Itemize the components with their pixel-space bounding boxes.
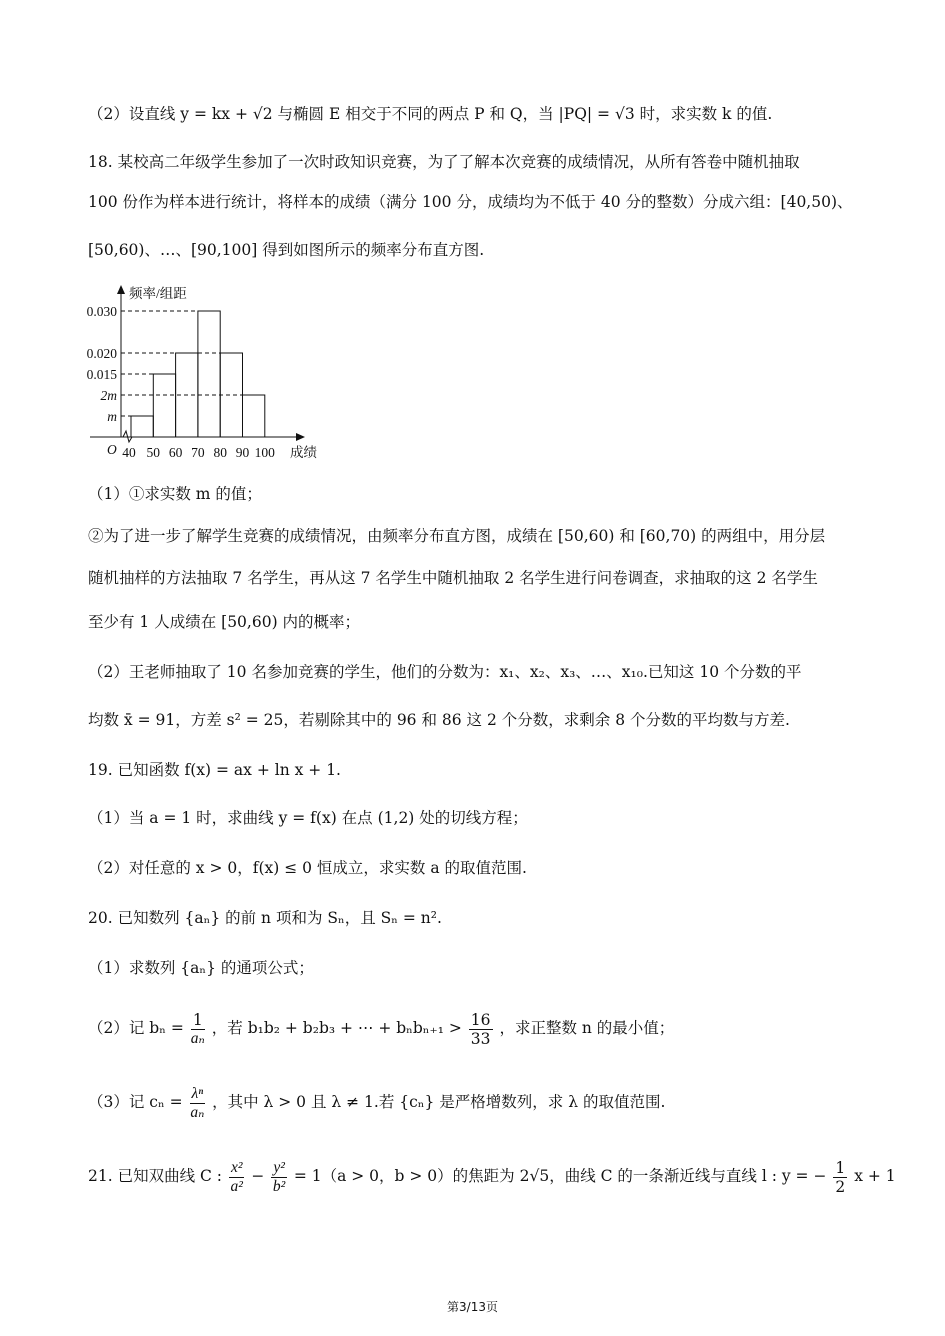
histogram-bar-4: [220, 353, 242, 437]
histogram-bar-1: [153, 374, 175, 437]
page-footer: 第3/13页: [447, 1300, 498, 1314]
x-tick-label-6: 100: [254, 445, 275, 460]
q20-part2-mid: ，若 b₁b₂ + b₂b₃ + ⋯ + bₙbₙ₊₁ >: [211, 1019, 462, 1037]
q20-part2: [88, 1008, 875, 1048]
x-tick-label-0: 40: [122, 445, 136, 460]
x-tick-label-2: 60: [168, 445, 183, 460]
q18-part1-a: （1）①求实数 m 的值；: [88, 485, 262, 503]
fraction-denominator: 2: [835, 1177, 846, 1196]
q18-intro-line1: 18. 某校高二年级学生参加了一次时政知识竞赛，为了了解本次竞赛的成绩情况，从所有答卷中随机抽取: [88, 153, 800, 171]
fraction-denominator: aₙ: [190, 1029, 205, 1047]
fraction-lambda-over-an: [190, 1085, 206, 1122]
y-tick-label-0: m: [107, 409, 117, 424]
fraction-denominator: aₙ: [190, 1103, 205, 1121]
q18-intro-line3: [50,60)、…、[90,100] 得到如图所示的频率分布直方图.: [88, 241, 485, 259]
fraction-numerator: 16: [470, 1010, 491, 1029]
q20-part3: [88, 1082, 875, 1122]
fraction-numerator: 1: [191, 1011, 205, 1030]
y-tick-label-2: 0.015: [86, 367, 117, 382]
fraction-numerator: x²: [230, 1158, 243, 1176]
fraction-y2-over-b2: [271, 1159, 287, 1196]
histogram-bar-0: [131, 416, 153, 437]
y-axis-label: 频率/组距: [129, 286, 187, 301]
q21-pre: 21. 已知双曲线 C :: [88, 1167, 223, 1185]
q18-part2-line1: （2）王老师抽取了 10 名参加竞赛的学生，他们的分数为：x₁、x₂、x₃、…、x₁₀.已知这 10 个分数的平: [88, 663, 802, 681]
histogram-bar-5: [243, 395, 265, 437]
q20-part3-pre: （3）记 cₙ =: [88, 1093, 183, 1111]
q18-part1-b-line1: ②为了进一步了解学生竞赛的成绩情况，由频率分布直方图，成绩在 [50,60) 和 [60,70) 的两组中，用分层: [88, 527, 826, 545]
q18-intro-line2: 100 份作为样本进行统计，将样本的成绩（满分 100 分，成绩均为不低于 40 分的整数）分成六组：[40,50)、: [88, 193, 853, 211]
x-axis-arrow: [296, 433, 305, 441]
fraction-16-over-33: [469, 1011, 493, 1048]
fraction-x2-over-a2: [229, 1159, 245, 1196]
q18-part1-b-line2: 随机抽样的方法抽取 7 名学生，再从这 7 名学生中随机抽取 2 名学生进行问卷调查，求抽取的这 2 名学生: [88, 569, 818, 587]
fraction-denominator: 33: [470, 1029, 491, 1048]
origin-label: O: [107, 442, 117, 457]
y-tick-label-3: 0.020: [86, 346, 117, 361]
y-tick-label-1: 2m: [100, 388, 117, 403]
x-tick-label-1: 50: [146, 445, 161, 460]
fraction-denominator: b²: [272, 1177, 286, 1195]
x-tick-label-4: 80: [213, 445, 227, 460]
frequency-histogram: [76, 282, 356, 472]
fraction-numerator: λⁿ: [191, 1084, 204, 1102]
q18-part1-b-line3: 至少有 1 人成绩在 [50,60) 内的概率；: [88, 613, 361, 631]
q19-intro: 19. 已知函数 f(x) = ax + ln x + 1.: [88, 761, 341, 779]
q19-part2: （2）对任意的 x > 0，f(x) ≤ 0 恒成立，求实数 a 的取值范围.: [88, 859, 527, 877]
q20-part2-pre: （2）记 bₙ =: [88, 1019, 184, 1037]
q20-part3-post: ，其中 λ > 0 且 λ ≠ 1.若 {cₙ} 是严格增数列，求 λ 的取值范围.: [212, 1093, 666, 1111]
q21-intro: [88, 1156, 896, 1196]
y-axis-arrow: [117, 285, 125, 294]
fraction-denominator: a²: [230, 1177, 243, 1195]
q19-part1: （1）当 a = 1 时，求曲线 y = f(x) 在点 (1,2) 处的切线方程；: [88, 809, 528, 827]
q20-intro: 20. 已知数列 {aₙ} 的前 n 项和为 Sₙ，且 Sₙ = n².: [88, 909, 442, 927]
y-tick-label-4: 0.030: [86, 304, 117, 319]
q17-part2: （2）设直线 y = kx + √2 与椭圆 E 相交于不同的两点 P 和 Q，当 |PQ| = √3 时，求实数 k 的值.: [88, 105, 773, 123]
q21-post: x + 1: [854, 1167, 896, 1185]
q20-part2-post: ，求正整数 n 的最小值；: [499, 1019, 675, 1037]
q18-part2-line2: 均数 x̄ = 91，方差 s² = 25，若剔除其中的 96 和 86 这 2 个分数，求剩余 8 个分数的平均数与方差.: [88, 711, 790, 729]
histogram-bar-3: [198, 311, 220, 437]
fraction-numerator: 1: [835, 1158, 846, 1177]
q20-part1: （1）求数列 {aₙ} 的通项公式；: [88, 959, 314, 977]
q21-mid: = 1（a > 0，b > 0）的焦距为 2√5，曲线 C 的一条渐近线与直线 l : y = −: [293, 1167, 827, 1185]
minus-sign: −: [251, 1167, 265, 1185]
fraction-numerator: y²: [273, 1158, 285, 1176]
x-axis-label: 成绩: [290, 445, 317, 460]
x-tick-label-3: 70: [191, 445, 205, 460]
x-tick-label-5: 90: [235, 445, 250, 460]
fraction-1-over-2: [833, 1159, 847, 1196]
fraction-1-over-an: [191, 1011, 205, 1048]
